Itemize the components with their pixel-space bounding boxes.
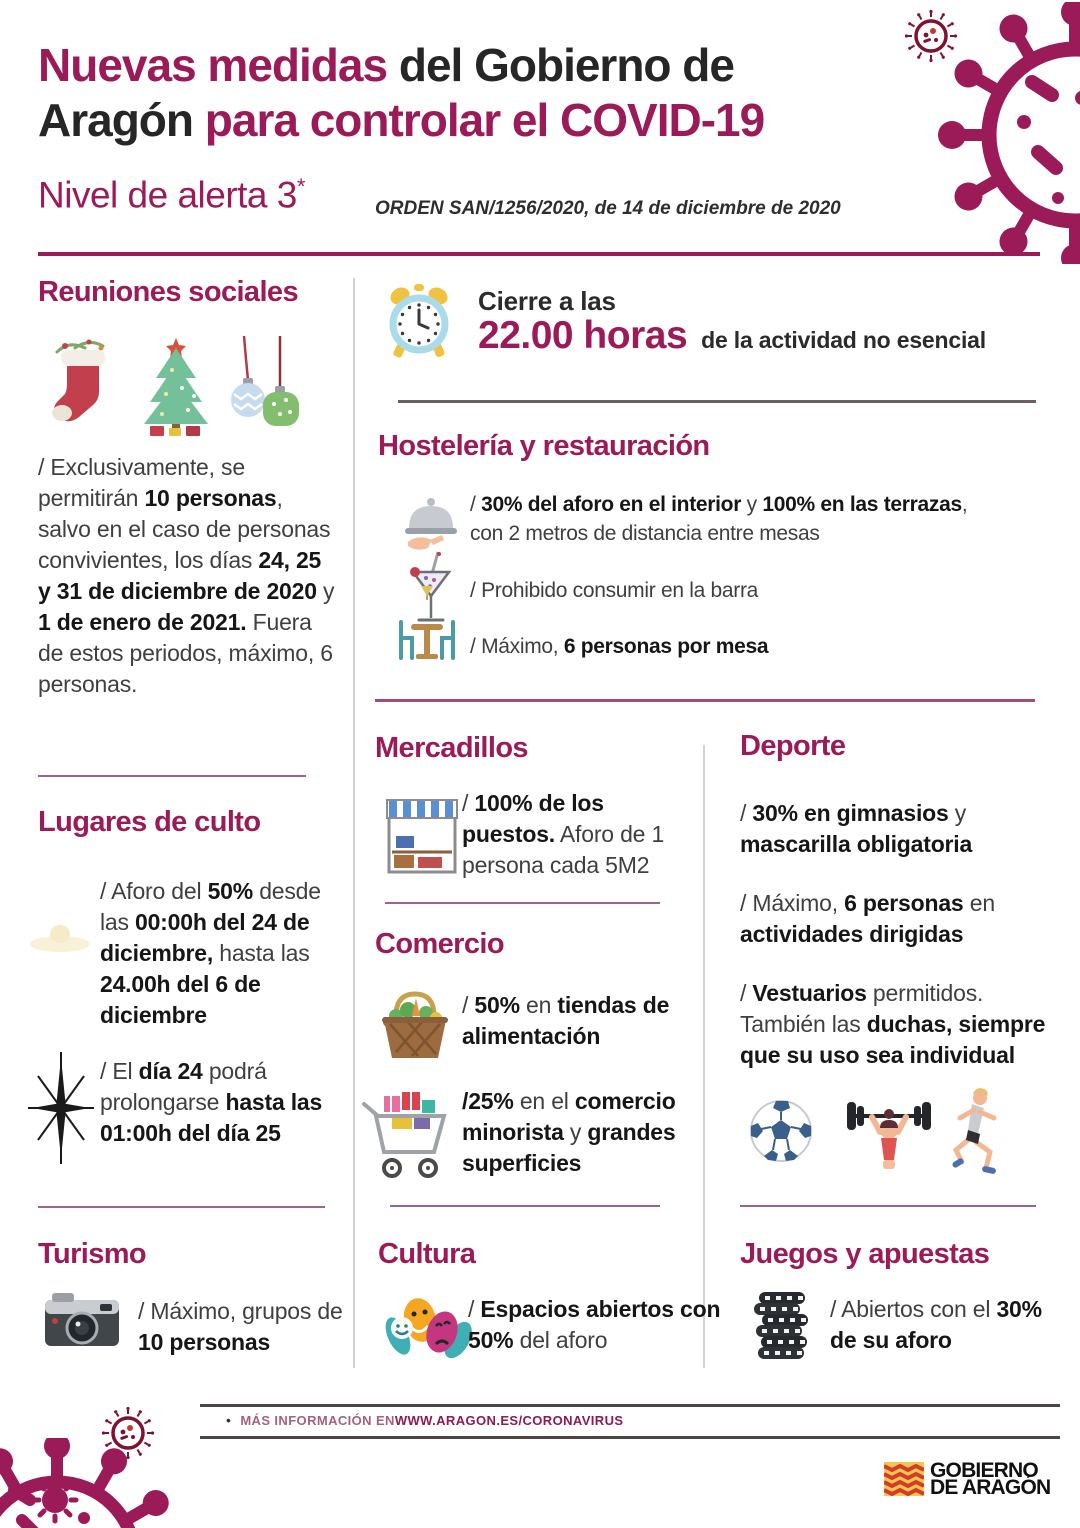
reuniones-paragraph: / Exclusivamente, se permitirán 10 personas, salvo en el caso de personas convivientes, los días 24, 25 y 31 de diciembre de 2020 y 1 de enero de 2021. Fuera de estos periodos, máximo, 6 personas. — [38, 454, 335, 697]
soccer-ball-icon — [748, 1098, 814, 1164]
market-stall-icon — [384, 794, 460, 878]
closure-line1: Cierre a las — [478, 286, 616, 316]
footer-info-url[interactable]: WWW.ARAGON.ES/CORONAVIRUS — [394, 1412, 624, 1428]
serving-tray-icon — [402, 492, 460, 556]
turismo-item: / Máximo, grupos de 10 personas — [138, 1298, 343, 1355]
coronavirus-large-icon — [0, 1438, 202, 1528]
hosteleria-item-2: / Prohibido consumir en la barra — [470, 579, 759, 602]
page-title — [38, 38, 878, 148]
hosteleria-item-3: / Máximo, 6 personas por mesa — [470, 635, 769, 658]
hosteleria-item-1: / 30% del aforo en el interior y 100% en las terrazas, con 2 metros de distancia entre mesas — [470, 493, 968, 545]
grocery-basket-icon — [378, 986, 452, 1062]
deporte-divider — [740, 1205, 1036, 1207]
juegos-item: / Abiertos con el 30% de su aforo — [830, 1296, 1042, 1353]
closure-divider — [398, 400, 1036, 403]
closure-time: 22.00 horas — [478, 314, 688, 357]
camera-icon — [44, 1290, 120, 1354]
deporte-item-1: / 30% en gimnasios y mascarilla obligatoria — [740, 800, 973, 857]
lugares-item-1: / Aforo del 50% desde las 00:00h del 24 de diciembre, hasta las 24.00h del 6 de diciembre — [100, 878, 321, 1028]
mercadillos-item: / 100% de los puestos. Aforo de 1 persona cada 5M2 — [462, 790, 665, 878]
candle-icon — [28, 918, 92, 954]
weightlifting-icon — [846, 1092, 932, 1180]
table-chairs-icon — [394, 584, 460, 672]
footer-rule-bottom — [200, 1436, 1060, 1439]
lugares-item-2: / El día 24 podrá prolongarse hasta las 01:00h del día 25 — [100, 1058, 323, 1146]
comercio-item-1: / 50% en tiendas de alimentación — [462, 992, 670, 1049]
alert-asterisk: * — [296, 174, 305, 199]
logo-line1: GOBIERNO — [930, 1459, 1038, 1482]
column-divider-left — [353, 278, 355, 1368]
alarm-clock-icon — [383, 282, 455, 360]
page-title-line1: Nuevas medidas del Gobierno de — [38, 39, 734, 91]
poker-chips-icon — [750, 1286, 818, 1364]
footer-info — [226, 1412, 623, 1428]
footer-info-label: MÁS INFORMACIÓN EN — [240, 1412, 395, 1428]
section-title-cultura: Cultura — [378, 1238, 476, 1270]
comercio-divider — [390, 1205, 660, 1207]
section-title-reuniones: Reuniones sociales — [38, 276, 298, 308]
column-divider-right — [703, 745, 705, 1368]
page-title-line2: Aragón para controlar el COVID-19 — [38, 94, 765, 146]
left-divider-2 — [38, 1206, 325, 1208]
comercio-item-2: /25% en el comercio minorista y grandes superficies — [462, 1088, 676, 1176]
hosteleria-divider — [375, 699, 1035, 702]
deporte-item-3: / Vestuarios permitidos. También las duchas, siempre que su uso sea individual — [740, 980, 1046, 1068]
alert-level: Nivel de alerta 3* — [38, 174, 305, 216]
footer-bullet: • — [226, 1412, 232, 1428]
aragon-flag-icon — [884, 1462, 924, 1496]
cultura-item: / Espacios abiertos con 50% del aforo — [468, 1296, 721, 1353]
header-divider — [38, 252, 1040, 256]
gobierno-aragon-logo — [884, 1459, 1051, 1499]
order-reference: ORDEN SAN/1256/2020, de 14 de diciembre de 2020 — [375, 198, 841, 219]
section-title-hosteleria: Hostelería y restauración — [378, 430, 710, 462]
christmas-tree-icon — [132, 336, 220, 438]
section-title-lugares: Lugares de culto — [38, 806, 261, 838]
star-eight-point-icon — [24, 1052, 98, 1164]
running-icon — [940, 1086, 1004, 1180]
footer-rule-top — [200, 1404, 1060, 1407]
mercadillos-divider — [385, 902, 660, 904]
christmas-stocking-icon — [45, 336, 123, 434]
closure-line2 — [478, 314, 986, 358]
christmas-ornaments-icon — [224, 336, 306, 432]
shopping-cart-icon — [360, 1088, 454, 1186]
closure-suffix: de la actividad no esencial — [701, 327, 986, 353]
section-title-juegos: Juegos y apuestas — [740, 1238, 990, 1270]
logo-line2: DE ARAGÓN — [930, 1476, 1051, 1499]
theater-masks-icon — [382, 1286, 472, 1366]
section-title-mercadillos: Mercadillos — [375, 732, 528, 764]
section-title-deporte: Deporte — [740, 730, 846, 762]
deporte-item-2: / Máximo, 6 personas en actividades dirigidas — [740, 890, 995, 947]
coronavirus-large-icon — [930, 2, 1080, 264]
section-title-turismo: Turismo — [38, 1238, 147, 1270]
section-title-comercio: Comercio — [375, 928, 504, 960]
left-divider-1 — [38, 775, 306, 777]
